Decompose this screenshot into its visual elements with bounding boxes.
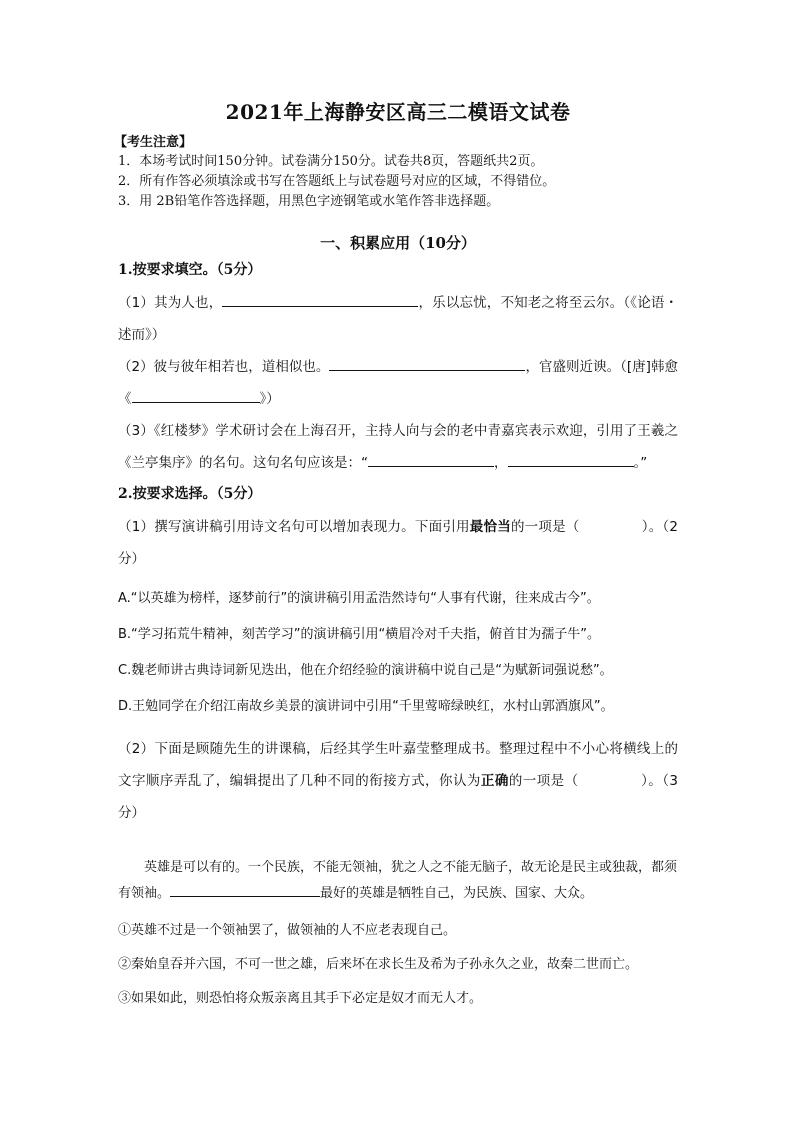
emphasis-text: 最恰当 xyxy=(469,519,511,535)
text: （2）彼与彼年相若也，道相似也。 xyxy=(118,359,330,375)
answer-blank[interactable] xyxy=(329,356,525,371)
emphasis-text: 正确 xyxy=(480,773,509,789)
text: ，官盛则近谀。（[唐]韩愈《 xyxy=(118,359,678,407)
option-b[interactable]: B.“学习拓荒牛精神，刻苦学习”的演讲稿引用“横眉冷对千夫指，俯首甘为孺子牛”。 xyxy=(118,627,600,642)
notice-heading: 【考生注意】 xyxy=(114,135,193,150)
answer-blank[interactable] xyxy=(508,452,634,467)
passage xyxy=(118,855,678,907)
text: ）。（3分） xyxy=(118,773,679,821)
text: 的一项是（ xyxy=(510,519,580,535)
answer-blank[interactable] xyxy=(222,292,418,307)
question-2-item-1 xyxy=(118,511,678,575)
exam-page xyxy=(114,96,679,1009)
text: ）。（2分） xyxy=(118,519,678,567)
text: （1）撰写演讲稿引用诗文名句可以增加表现力。下面引用 xyxy=(118,519,470,535)
answer-blank[interactable] xyxy=(368,452,494,467)
text: 》） xyxy=(259,391,280,407)
notice-item: 2．所有作答必须填涂或书写在答题纸上与试卷题号对应的区域，不得错位。 xyxy=(118,174,556,189)
text: 的一项是（ xyxy=(508,773,579,789)
question-2-heading: 2.按要求选择。（5分） xyxy=(118,486,262,502)
text: ， xyxy=(494,455,508,471)
sentence-2: ②秦始皇吞并六国，不可一世之雄，后来坏在求长生及希为子孙永久之业，故秦二世而亡。 xyxy=(118,957,639,972)
section-title: 一、积累应用（10分） xyxy=(320,234,476,252)
question-1-heading: 1.按要求填空。（5分） xyxy=(118,262,262,278)
notice-item: 3．用 2B铅笔作答选择题，用黑色字迹钢笔或水笔作答非选择题。 xyxy=(118,194,500,209)
text: （3）《红楼梦》学术研讨会在上海召开，主持人向与会的老中青嘉宾表示欢迎，引用了王羲之《兰亭集序》的名句。这句名句应该是：“ xyxy=(118,423,678,471)
text: 。” xyxy=(633,455,648,471)
option-a[interactable]: A.“以英雄为榜样，逐梦前行”的演讲稿引用孟浩然诗句“人事有代谢，往来成古今”。 xyxy=(118,591,600,606)
option-d[interactable]: D.王勉同学在介绍江南故乡美景的演讲词中引用“千里莺啼绿映红，水村山郭酒旗风”。 xyxy=(118,699,614,714)
text: 最好的英雄是牺牲自己，为民族、国家、大众。 xyxy=(320,886,594,901)
answer-blank[interactable] xyxy=(170,882,320,897)
question-1-item-3 xyxy=(118,415,678,479)
option-c[interactable]: C.魏老师讲古典诗词新见迭出，他在介绍经验的演讲稿中说自己是“为赋新词强说愁”。 xyxy=(118,663,613,678)
text: （2）下面是顾随先生的讲课稿，后经其学生叶嘉莹整理成书。整理过程中不小心将横线上的文字顺序弄乱了，编辑提出了几种不同的衔接方式，你认为 xyxy=(118,741,678,789)
sentence-3: ③如果如此，则恐怕将众叛亲离且其手下必定是奴才而无人才。 xyxy=(118,991,483,1006)
sentence-1: ①英雄不过是一个领袖罢了，做领袖的人不应老表现自己。 xyxy=(118,923,457,938)
text: （1）其为人也， xyxy=(118,295,223,311)
page-title: 2021年上海静安区高三二模语文试卷 xyxy=(225,100,571,124)
text: 英雄是可以有的。一个民族，不能无领袖，犹之人之不能无脑子，故无论是民主或独裁，都须有领袖。 xyxy=(118,860,678,901)
question-1-item-1 xyxy=(118,287,678,351)
answer-blank[interactable] xyxy=(132,388,260,403)
question-2-item-2 xyxy=(118,733,678,829)
question-1-item-2 xyxy=(118,351,678,415)
notice-item: 1．本场考试时间150分钟。试卷满分150分。试卷共8页，答题纸共2页。 xyxy=(118,154,544,169)
text: ，乐以忘忧，不知老之将至云尔。（《论语・述而》） xyxy=(118,295,679,343)
